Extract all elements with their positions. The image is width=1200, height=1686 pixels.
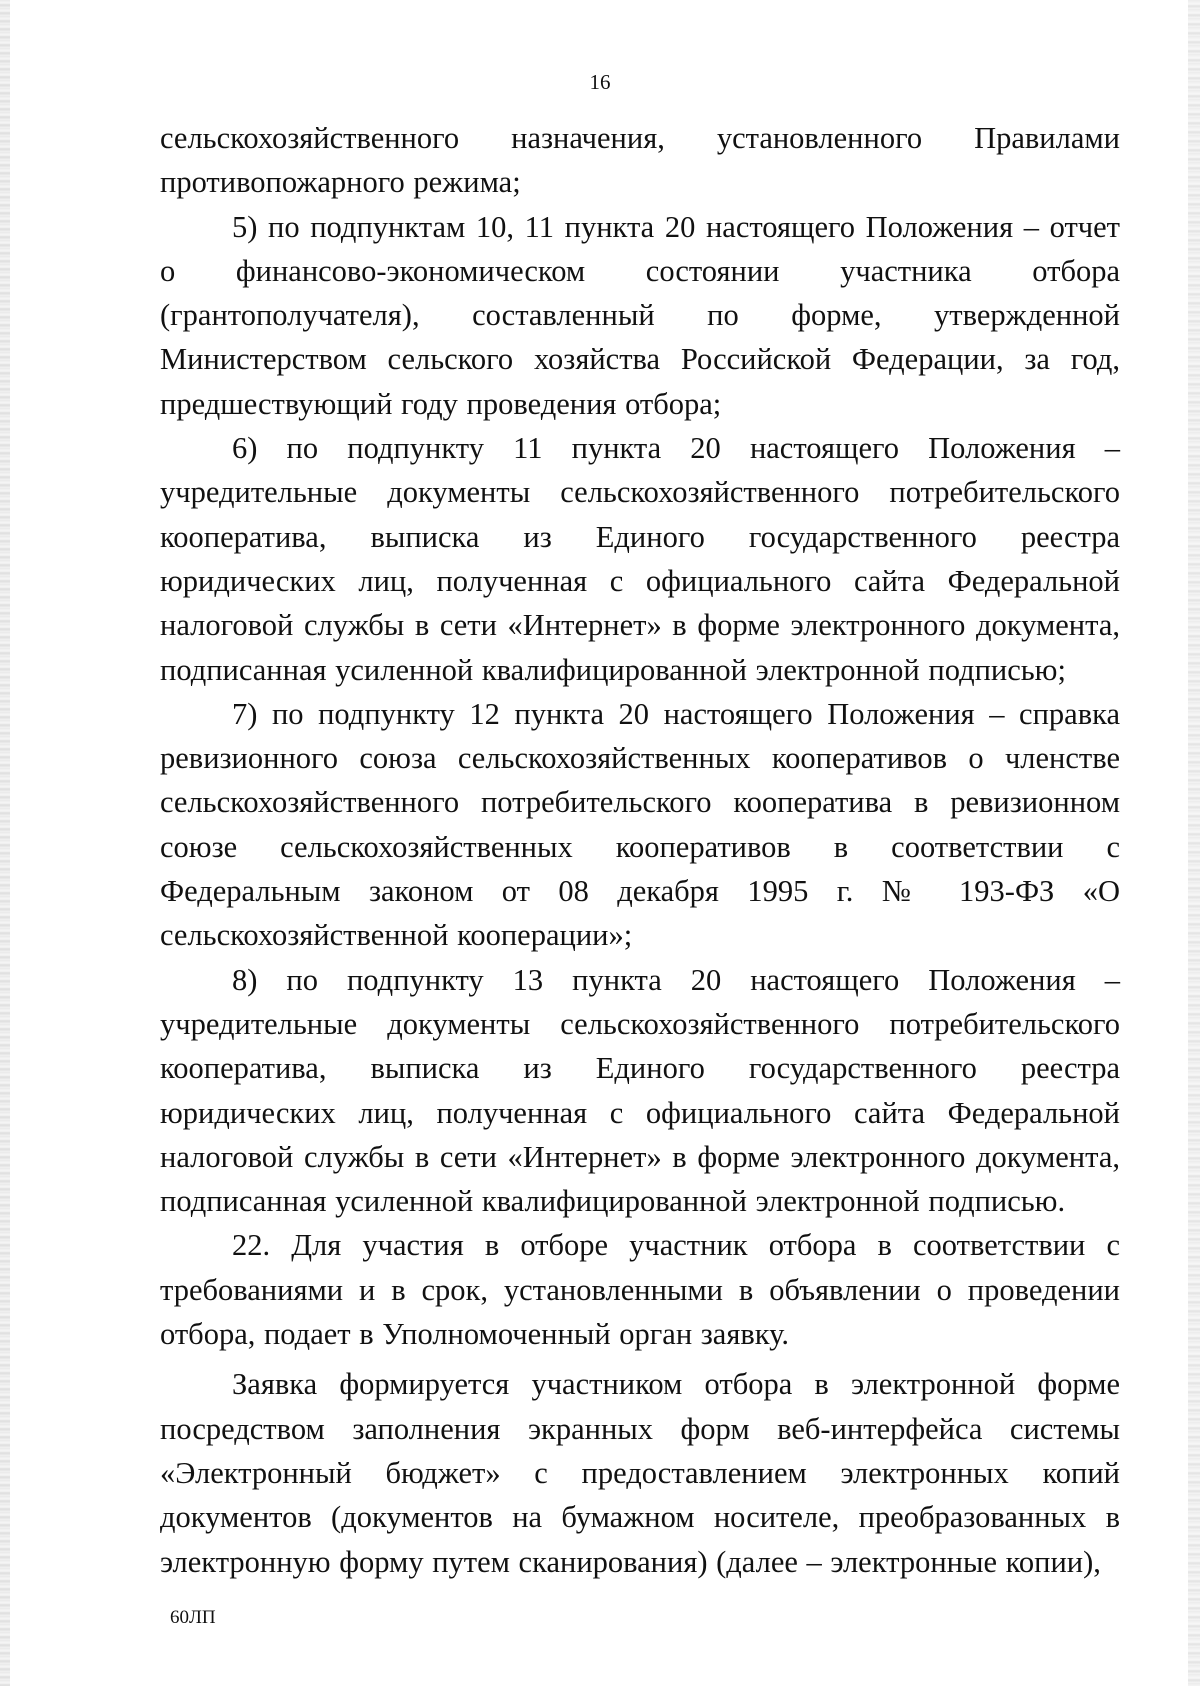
paragraph-item-7: 7) по подпункту 12 пункта 20 настоящего Положения – справка ревизионного союза сельскохозяйственных кооперативов о членстве сельскохозяйственного потребительского кооператива в ревизионном союзе сельскохозяйственных кооперативов в соответствии с Федеральным законом от 08 декабря 1995 г. № 193-ФЗ «О сельскохозяйственной кооперации»; bbox=[160, 696, 1120, 953]
document-body bbox=[160, 116, 1120, 1584]
paragraph-item-6: 6) по подпункту 11 пункта 20 настоящего Положения – учредительные документы сельскохозяйственного потребительского кооператива, выписка из Единого государственного реестра юридических лиц, полученная с официального сайта Федеральной налоговой службы в сети «Интернет» в форме электронного документа, подписанная усиленной квалифицированной электронной подписью; bbox=[160, 431, 1120, 687]
paragraph-application: Заявка формируется участником отбора в электронной форме посредством заполнения экранных форм веб-интерфейса системы «Электронный бюджет» с предоставлением электронных копий документов (документов на бумажном носителе, преобразованных в электронную форму путем сканирования) (далее – электронные копии), bbox=[160, 1367, 1120, 1579]
scan-edge-right bbox=[1188, 0, 1200, 1686]
page-number: 16 bbox=[589, 70, 611, 94]
footer-code: 60ЛП bbox=[170, 1607, 216, 1628]
paragraph-continuation: сельскохозяйственного назначения, установленного Правилами противопожарного режима; bbox=[160, 121, 1120, 200]
paragraph-item-5: 5) по подпунктам 10, 11 пункта 20 настоящего Положения – отчет о финансово-экономическом состоянии участника отбора (грантополучателя), составленный по форме, утвержденной Министерством сельского хозяйства Российской Федерации, за год, предшествующий году проведения отбора; bbox=[160, 209, 1120, 421]
scan-edge-left bbox=[0, 0, 10, 1686]
paragraph-item-8: 8) по подпункту 13 пункта 20 настоящего Положения – учредительные документы сельскохозяйственного потребительского кооператива, выписка из Единого государственного реестра юридических лиц, полученная с официального сайта Федеральной налоговой службы в сети «Интернет» в форме электронного документа, подписанная усиленной квалифицированной электронной подписью. bbox=[160, 962, 1120, 1219]
paragraph-clause-22: 22. Для участия в отборе участник отбора в соответствии с требованиями и в срок, установленными в объявлении о проведении отбора, подает в Уполномоченный орган заявку. bbox=[160, 1228, 1120, 1352]
